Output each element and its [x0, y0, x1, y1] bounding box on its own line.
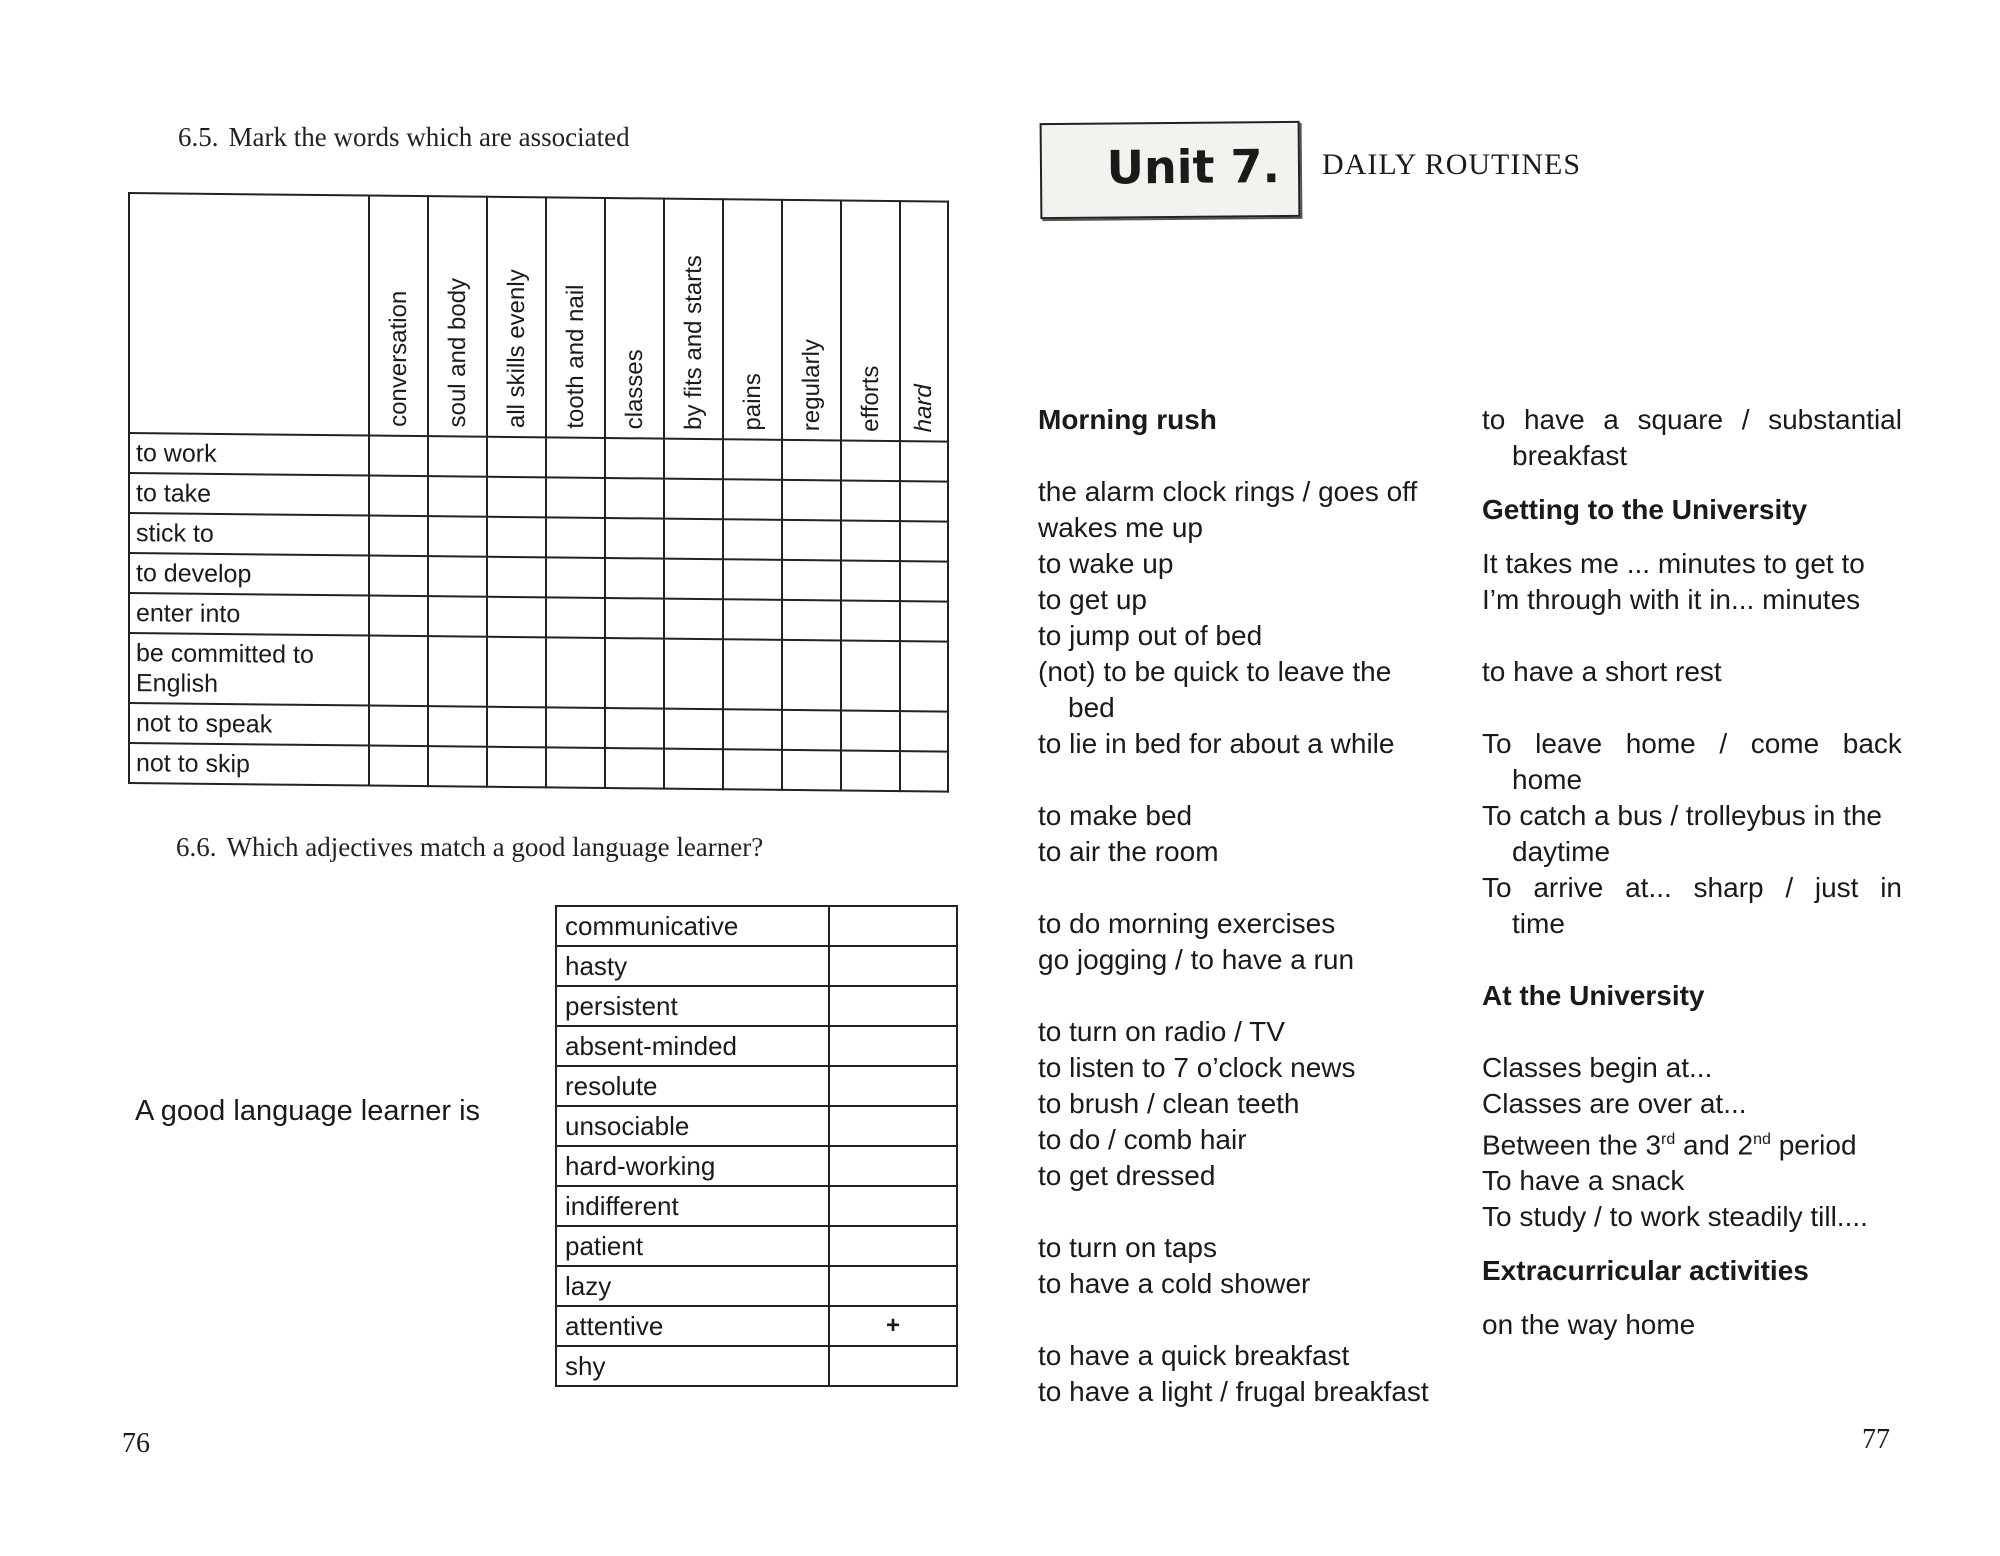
grid-cell[interactable]: [782, 560, 841, 601]
grid-cell[interactable]: [723, 559, 782, 600]
phrase: to have a cold shower: [1038, 1268, 1311, 1299]
unit-title: DAILY ROUTINES: [1322, 148, 1582, 181]
adjective-row: [556, 1346, 957, 1386]
grid-row-label: enter into: [129, 593, 369, 636]
adjective-mark-cell[interactable]: +: [829, 1306, 957, 1346]
grid-row-label: not to skip: [129, 743, 369, 786]
adjective-word: patient: [556, 1226, 829, 1266]
grid-cell[interactable]: [782, 480, 841, 521]
grid-col-header: conversation: [369, 196, 428, 437]
adjective-row: [556, 1026, 957, 1066]
grid-cell[interactable]: [546, 437, 605, 478]
phrase: It takes me ... minutes to get to: [1482, 548, 1865, 579]
phrase: to have a light / frugal breakfast: [1038, 1376, 1429, 1407]
adjective-word: resolute: [556, 1066, 829, 1106]
grid-cell[interactable]: [900, 441, 948, 482]
adjective-row: [556, 906, 957, 946]
phrase: Classes are over at...: [1482, 1088, 1747, 1119]
grid-cell[interactable]: [487, 597, 546, 638]
grid-cell[interactable]: [664, 479, 723, 520]
grid-row-label: to develop: [129, 553, 369, 596]
grid-col-header: hard: [900, 201, 948, 442]
adjective-row: [556, 1266, 957, 1306]
grid-col-header: regularly: [782, 200, 841, 441]
grid-cell[interactable]: [605, 438, 664, 479]
phrase: to lie in bed for about a while: [1038, 728, 1395, 759]
phrase: go jogging / to have a run: [1038, 944, 1355, 975]
grid-cell[interactable]: [369, 596, 428, 637]
grid-col-header: all skills evenly: [487, 197, 546, 438]
adjectives-table: [555, 905, 958, 1387]
grid-cell[interactable]: [546, 637, 605, 708]
adjective-row: [556, 1106, 957, 1146]
grid-cell[interactable]: [723, 749, 782, 790]
grid-cell[interactable]: [546, 707, 605, 748]
adjective-word: persistent: [556, 986, 829, 1026]
adjective-row: [556, 1226, 957, 1266]
adjective-mark-cell[interactable]: [829, 1106, 957, 1146]
grid-row-label: stick to: [129, 513, 369, 556]
adjective-row: [556, 1066, 957, 1106]
grid-cell[interactable]: [605, 598, 664, 639]
phrase: (not) to be quick to leave the: [1038, 656, 1392, 687]
grid-cell[interactable]: [664, 519, 723, 560]
grid-corner: [129, 193, 369, 436]
phrase: To study / to work steadily till....: [1482, 1201, 1868, 1233]
phrase: to turn on taps: [1038, 1232, 1218, 1263]
phrase: daytime: [1512, 836, 1611, 867]
adjective-row: [556, 1306, 957, 1346]
page-number-right: 77: [1862, 1424, 1890, 1455]
grid-cell[interactable]: [664, 559, 723, 600]
phrase: Between the 3rd and 2nd period: [1482, 1129, 1857, 1161]
exercise-6-5-title: 6.5. Mark the words which are associated: [178, 122, 630, 152]
adjective-word: hard-working: [556, 1146, 829, 1186]
right-page: [1000, 0, 2000, 1556]
grid-cell[interactable]: [487, 517, 546, 558]
grid-cell[interactable]: [900, 751, 948, 792]
association-grid: [128, 192, 949, 793]
phrase: bed: [1068, 692, 1115, 723]
unit-label: Unit 7.: [1106, 139, 1281, 195]
grid-cell[interactable]: [841, 480, 900, 521]
grid-cell[interactable]: [428, 476, 487, 517]
grid-cell[interactable]: [782, 600, 841, 641]
adjective-row: [556, 946, 957, 986]
grid-cell[interactable]: [782, 520, 841, 561]
phrase: to turn on radio / TV: [1038, 1016, 1285, 1047]
grid-col-header: soul and body: [428, 196, 487, 437]
phrase: to brush / clean teeth: [1038, 1088, 1300, 1119]
grid-cell[interactable]: [546, 477, 605, 518]
phrase: to get up: [1038, 584, 1147, 615]
phrase: to do / comb hair: [1038, 1124, 1247, 1155]
grid-cell[interactable]: [782, 750, 841, 791]
grid-cell[interactable]: [546, 747, 605, 788]
phrase: To arrive at... sharp / just in: [1482, 872, 1902, 903]
grid-cell[interactable]: [605, 708, 664, 749]
grid-cell[interactable]: [546, 557, 605, 598]
unit-label-box: [1040, 121, 1301, 219]
grid-cell[interactable]: [782, 440, 841, 481]
phrase: to do morning exercises: [1038, 908, 1336, 939]
phrase: breakfast: [1512, 440, 1628, 471]
grid-cell[interactable]: [841, 600, 900, 641]
grid-cell[interactable]: [900, 601, 948, 642]
grid-col-header: efforts: [841, 200, 900, 441]
grid-cell[interactable]: [900, 481, 948, 522]
adjective-mark-cell[interactable]: [829, 1266, 957, 1306]
phrase: to wake up: [1038, 548, 1174, 579]
adjective-mark-cell[interactable]: [829, 1346, 957, 1386]
adjective-row: [556, 986, 957, 1026]
grid-cell[interactable]: [841, 440, 900, 481]
grid-col-header: tooth and nail: [546, 197, 605, 438]
grid-cell[interactable]: [841, 640, 900, 711]
grid-cell[interactable]: [428, 556, 487, 597]
adjective-word: absent-minded: [556, 1026, 829, 1066]
grid-cell[interactable]: [605, 748, 664, 789]
grid-cell[interactable]: [664, 749, 723, 790]
phrase: Classes begin at...: [1482, 1052, 1713, 1083]
phrase: To leave home / come back: [1482, 728, 1902, 759]
grid-cell[interactable]: [841, 750, 900, 791]
adjective-mark-cell[interactable]: [829, 1026, 957, 1066]
grid-cell[interactable]: [900, 711, 948, 752]
grid-row-label: to work: [129, 433, 369, 476]
grid-cell[interactable]: [841, 560, 900, 601]
grid-cell[interactable]: [782, 710, 841, 751]
adjective-row: [556, 1186, 957, 1226]
grid-col-header: by fits and starts: [664, 199, 723, 440]
adjective-word: communicative: [556, 906, 829, 946]
grid-cell[interactable]: [546, 597, 605, 638]
grid-cell[interactable]: [487, 437, 546, 478]
adjective-mark-cell[interactable]: [829, 1066, 957, 1106]
adjective-word: unsociable: [556, 1106, 829, 1146]
adjective-mark-cell[interactable]: [829, 986, 957, 1026]
grid-row-label: be committed to English: [129, 633, 369, 706]
grid-cell[interactable]: [900, 521, 948, 562]
grid-cell[interactable]: [487, 637, 546, 708]
grid-cell[interactable]: [369, 436, 428, 477]
phrase: to jump out of bed: [1038, 620, 1263, 651]
grid-cell[interactable]: [723, 639, 782, 710]
grid-cell[interactable]: [664, 639, 723, 710]
section-heading: Getting to the University: [1482, 494, 1808, 525]
phrase: wakes me up: [1038, 512, 1203, 543]
grid-cell[interactable]: [723, 439, 782, 480]
learner-sentence: A good language learner is: [135, 1095, 481, 1127]
grid-cell[interactable]: [605, 478, 664, 519]
grid-cell[interactable]: [900, 641, 948, 712]
grid-cell[interactable]: [428, 596, 487, 637]
phrase: to make bed: [1038, 800, 1193, 831]
adjective-word: hasty: [556, 946, 829, 986]
phrase: time: [1512, 908, 1565, 939]
phrase: I’m through with it in... minutes: [1482, 584, 1861, 615]
grid-row-label: not to speak: [129, 703, 369, 746]
phrase: To have a snack: [1482, 1165, 1685, 1197]
phrase: to have a short rest: [1482, 656, 1722, 687]
grid-cell[interactable]: [723, 709, 782, 750]
adjective-row: [556, 1146, 957, 1186]
grid-cell[interactable]: [605, 558, 664, 599]
grid-cell[interactable]: [487, 707, 546, 748]
grid-cell[interactable]: [487, 477, 546, 518]
adjective-word: lazy: [556, 1266, 829, 1306]
grid-cell[interactable]: [900, 561, 948, 602]
grid-cell[interactable]: [546, 517, 605, 558]
adjective-mark-cell[interactable]: [829, 1226, 957, 1266]
grid-cell[interactable]: [428, 706, 487, 747]
column-morning: [1038, 402, 1448, 1410]
grid-col-header: classes: [605, 198, 664, 439]
grid-cell[interactable]: [487, 557, 546, 598]
grid-cell[interactable]: [723, 519, 782, 560]
column-university: [1482, 402, 1902, 1343]
grid-cell[interactable]: [428, 636, 487, 707]
adjective-word: indifferent: [556, 1186, 829, 1226]
phrase: to get dressed: [1038, 1160, 1216, 1191]
grid-cell[interactable]: [369, 636, 428, 707]
grid-cell[interactable]: [841, 520, 900, 561]
adjective-mark-cell[interactable]: [829, 906, 957, 946]
phrase: to have a quick breakfast: [1038, 1340, 1350, 1371]
grid-cell[interactable]: [369, 746, 428, 787]
phrase: to have a square / substantial: [1482, 404, 1902, 435]
grid-cell[interactable]: [664, 599, 723, 640]
adjective-mark-cell[interactable]: [829, 1146, 957, 1186]
grid-col-header: pains: [723, 199, 782, 440]
grid-cell[interactable]: [428, 746, 487, 787]
adjective-word: attentive: [556, 1306, 829, 1346]
section-heading: Morning rush: [1038, 404, 1217, 435]
exercise-6-6-title: 6.6. Which adjectives match a good language learner?: [176, 832, 764, 862]
phrase: to listen to 7 o’clock news: [1038, 1052, 1356, 1083]
grid-cell[interactable]: [428, 516, 487, 557]
section-heading: At the University: [1482, 980, 1705, 1011]
adjective-word: shy: [556, 1346, 829, 1386]
grid-row-label: to take: [129, 473, 369, 516]
grid-cell[interactable]: [428, 436, 487, 477]
grid-cell[interactable]: [664, 439, 723, 480]
phrase: to air the room: [1038, 836, 1219, 867]
grid-cell[interactable]: [605, 518, 664, 559]
adjective-mark-cell[interactable]: [829, 1186, 957, 1226]
grid-cell[interactable]: [723, 599, 782, 640]
grid-cell[interactable]: [841, 710, 900, 751]
grid-cell[interactable]: [369, 556, 428, 597]
grid-cell[interactable]: [605, 638, 664, 709]
page-number-left: 76: [122, 1428, 150, 1459]
section-heading: Extracurricular activities: [1482, 1255, 1809, 1287]
grid-cell[interactable]: [664, 709, 723, 750]
phrase: To catch a bus / trolleybus in the: [1482, 800, 1882, 831]
grid-cell[interactable]: [487, 747, 546, 788]
grid-cell[interactable]: [369, 476, 428, 517]
grid-cell[interactable]: [369, 516, 428, 557]
phrase: on the way home: [1482, 1309, 1696, 1341]
grid-cell[interactable]: [723, 479, 782, 520]
phrase: home: [1512, 764, 1583, 795]
adjective-mark-cell[interactable]: [829, 946, 957, 986]
grid-cell[interactable]: [369, 706, 428, 747]
grid-cell[interactable]: [782, 640, 841, 711]
phrase: the alarm clock rings / goes off: [1038, 476, 1418, 507]
